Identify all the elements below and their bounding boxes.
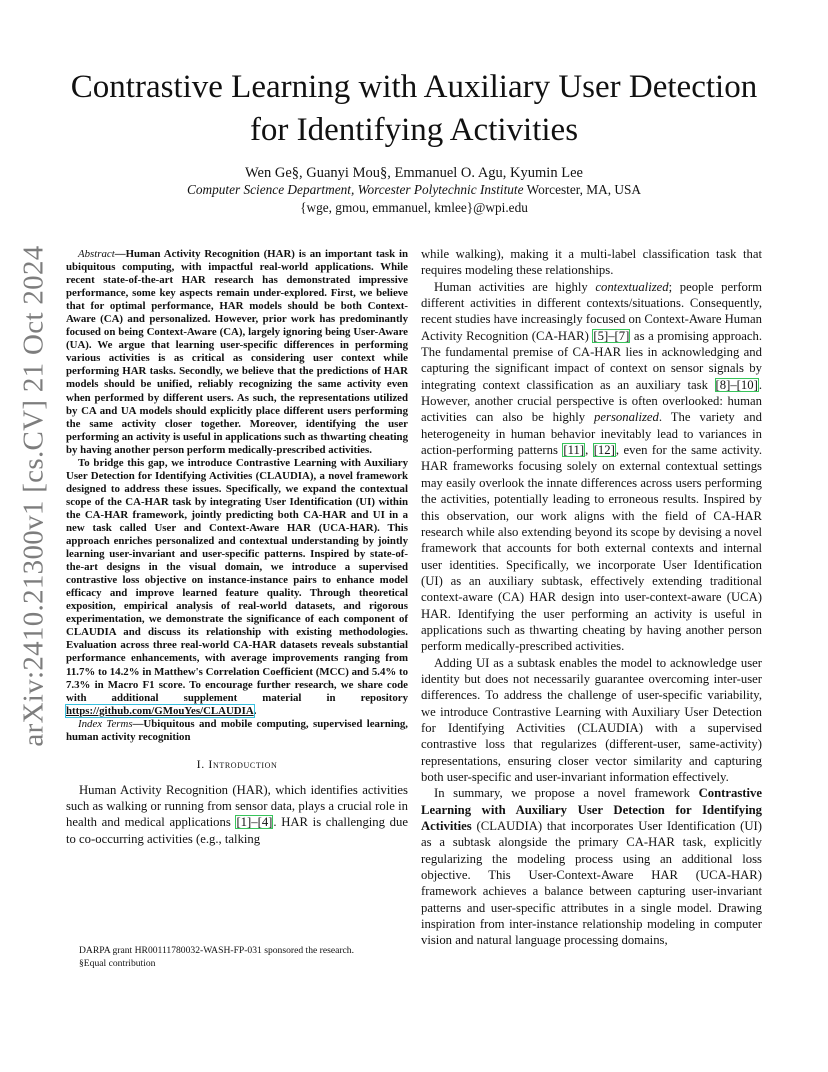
text-span: , even for the same activity. HAR frameworks focusing solely on external contextual settings may easily overlook the innate differences across users performing the activities, potentially leading to erroneous results. Inspired by this observation, our work aligns with the field of CA-HAR research while also extending beyond its scope by devising a novel framework that accounts for both external contexts and internal user identities. Specifically, we incorporate User Identification (UI) as an auxiliary subtask, effectively extending traditional context-aware (CA) HAR design into user-context-aware (UCA) HAR. Identifying the user performing an activity is useful in applications such as thwarting cheating by having another person perform medically-prescribed activities.	[421, 443, 763, 654]
affiliation-dept: Computer Science Department, Worcester Polytechnic Institute	[187, 182, 524, 197]
repo-link[interactable]: https://github.com/GMouYes/CLAUDIA	[66, 704, 254, 717]
abstract-text-2: To bridge this gap, we introduce Contrastive Learning with Auxiliary User Detection for Identifying Activities (CLAUDIA), a novel framework designed to address these issues. Specifically, we expand the contextual scope of the CA-HAR task by integrating User Identification (UI) within the CA-HAR framework, jointly predicting both CA-HAR and UI in a new task called User and Context-Aware HAR (UCA-HAR). This approach enriches personalized and contextual understanding by jointly learning user-invariant and user-specific patterns. Inspired by state-of-the-art designs in the visual domain, we introduce a supervised contrastive loss objective on instance-instance pairs to enhance model efficacy and improve learned feature quality. Through theoretical exposition, empirical analysis of real-world datasets, and rigorous experimentation, we demonstrate the significance of each component of CLAUDIA and discuss its relationship with existing methodologies. Evaluation across three real-world CA-HAR datasets reveals substantial performance enhancements, with average improvements ranging from 11.7% to 14.2% in Matthew's Correlation Coefficient (MCC) and 5.4% to 7.3% in Macro F1 score. To encourage further research, we share code with additional supplement material in repository	[66, 456, 408, 704]
footnote-funding: DARPA grant HR00111780032-WASH-FP-031 sponsored the research.	[79, 945, 354, 956]
section-heading-introduction	[66, 757, 408, 772]
citation-link[interactable]: [1]–[4]	[236, 815, 273, 830]
section-title: Introduction	[208, 756, 278, 771]
citation-link[interactable]: [8]–[10]	[715, 377, 758, 392]
index-terms	[66, 718, 408, 744]
index-terms-label: Index Terms	[78, 717, 133, 730]
right-paragraph-2: Adding UI as a subtask enables the model to acknowledge user identity but does not necessarily guarantee overcoming inter-user differences. To address the challenge of user-specific variability, we introduce Contrastive Learning with Auxiliary User Detection for Identifying Activities (CLAUDIA) with a supervised contrastive loss that regularizes (different-user, same-activity) representations, ensuring closer vector similarity and capturing both user-specific and user-invariant information effectively.	[421, 655, 762, 784]
abstract-label: Abstract	[78, 248, 115, 260]
framework-name: Contrastive Learning with Auxiliary User Detection for Identifying Activities	[421, 786, 762, 834]
repo-link-box[interactable]	[66, 705, 254, 717]
right-column	[421, 246, 762, 949]
author-list: Wen Ge§, Guanyi Mou§, Emmanuel O. Agu, Kyumin Lee	[245, 165, 583, 181]
intro-text-end: . HAR is challenging due to co-occurring activities (e.g., talking	[66, 815, 408, 846]
abstract-paragraph-1	[66, 248, 408, 457]
emphasis: contextualized	[595, 279, 669, 294]
text-span: ,	[585, 443, 593, 458]
paper-title	[40, 66, 788, 152]
text-span: ; people perform different activities in different contexts/situations. Consequently, recent studies have increasingly focused on Context-Aware Human Activity Recognition (CA-HAR)	[421, 279, 762, 343]
title-line-2: for Identifying Activities	[249, 112, 579, 148]
text-span: In summary, we propose a novel framework	[434, 786, 699, 801]
title-line-1: Contrastive Learning with Auxiliary User Detection	[70, 69, 758, 105]
arxiv-id: arXiv:2410.21300v1 [cs.CV] 21 Oct 2024	[17, 245, 50, 747]
citation-link[interactable]: [11]	[563, 443, 585, 458]
affiliation-location: Worcester, MA, USA	[523, 182, 641, 197]
abstract-text-1: —Human Activity Recognition (HAR) is an important task in ubiquitous computing, with impactful real-world applications. While recent state-of-the-art HAR research has demonstrated impressive performance, some key aspects remain under-explored. First, we believe that for optimal performance, HAR models should be both Context-Aware (CA) and personalized. However, prior work has predominantly focused on being Context-Aware (CA), largely ignoring being User-Aware (UA). We argue that learning user-specific differences in performing various activities is as critical as considering user context while performing HAR tasks. Secondly, we believe that the predictions of HAR models should be unified, reliably recognizing the same activity even when performed by different users. As such, the representations utilized by CA and UA models should explicitly place different users performing the same activity closer together. Moreover, identifying the user performing an activity is useful in applications such as thwarting cheating by having another person perform medically-prescribed activities.	[66, 248, 408, 456]
text-span: Human activities are highly	[434, 279, 596, 294]
emphasis: personalized	[594, 410, 659, 425]
footnotes	[66, 945, 408, 970]
affiliation	[40, 181, 788, 199]
intro-paragraph	[66, 782, 408, 847]
abstract-paragraph-2: To bridge this gap, we introduce Contrastive Learning with Auxiliary User Detection for Identifying Activities (CLAUDIA), a novel framework designed to address these issues. Specifically, we expand the contextual scope of the CA-HAR task by integrating User Identification (UI) within the CA-HAR framework, jointly predicting both CA-HAR and UI in a new task called User and Context-Aware HAR (UCA-HAR). This approach enriches personalized and contextual understanding by jointly learning user-invariant and user-specific patterns. Inspired by state-of-the-art designs in the visual domain, we introduce a supervised contrastive loss objective on instance-instance pairs to enhance model efficacy and improve learned feature quality. Through theoretical exposition, empirical analysis of real-world datasets, and rigorous experimentation, we demonstrate the significance of each component of CLAUDIA and discuss its relationship with existing methodologies. Evaluation across three real-world CA-HAR datasets reveals substantial performance enhancements, with average improvements ranging from 11.7% to 14.2% in Matthew's Correlation Coefficient (MCC) and 5.4% to 7.3% in Macro F1 score. To encourage further research, we share code with additional supplement material in repository https://github.com/GMouYes/CLAUDIA.	[66, 456, 408, 717]
footnote-equal-contribution: §Equal contribution	[79, 957, 156, 969]
right-paragraph-3	[421, 785, 762, 948]
citation-link[interactable]: [12]	[593, 443, 615, 458]
author-emails: {wge, gmou, emmanuel, kmlee}@wpi.edu	[300, 200, 528, 215]
text-span: . The variety and heterogeneity in human behavior inevitably lead to variances in action-performing patterns	[421, 410, 762, 458]
right-paragraph-0: while walking), making it a multi-label classification task that requires modeling these relationships.	[421, 247, 762, 278]
left-column	[66, 248, 408, 847]
text-span: (CLAUDIA) that incorporates User Identification (UI) as a subtask alongside the primary CA-HAR task, explicitly regularizing the modeling process using an additional loss objective. This User-Context-Aware HAR (UCA-HAR) framework achieves a balance between capturing user-invariant patterns and user-specific attributes in a single model. Drawing inspiration from inter-instance relationship modeling in computer vision and natural language processing domains,	[421, 819, 762, 948]
section-number: I.	[196, 756, 205, 771]
arxiv-stamp	[14, 245, 54, 747]
text-span: . However, another crucial perspective is often overlooked: human activities can also be highly	[421, 377, 762, 425]
intro-text: Human Activity Recognition (HAR), which identifies activities such as walking or running from sensor data, plays a crucial role in health and medical applications	[66, 782, 408, 830]
text-span: as a promising approach. The fundamental premise of CA-HAR lies in acknowledging and capturing the significant impact of context on sensor signals by integrating context classification as an auxiliary task	[421, 328, 762, 392]
index-terms-text: —Ubiquitous and mobile computing, supervised learning, human activity recognition	[66, 717, 408, 743]
right-paragraph-1	[421, 279, 762, 655]
citation-link[interactable]: [5]–[7]	[593, 328, 630, 343]
